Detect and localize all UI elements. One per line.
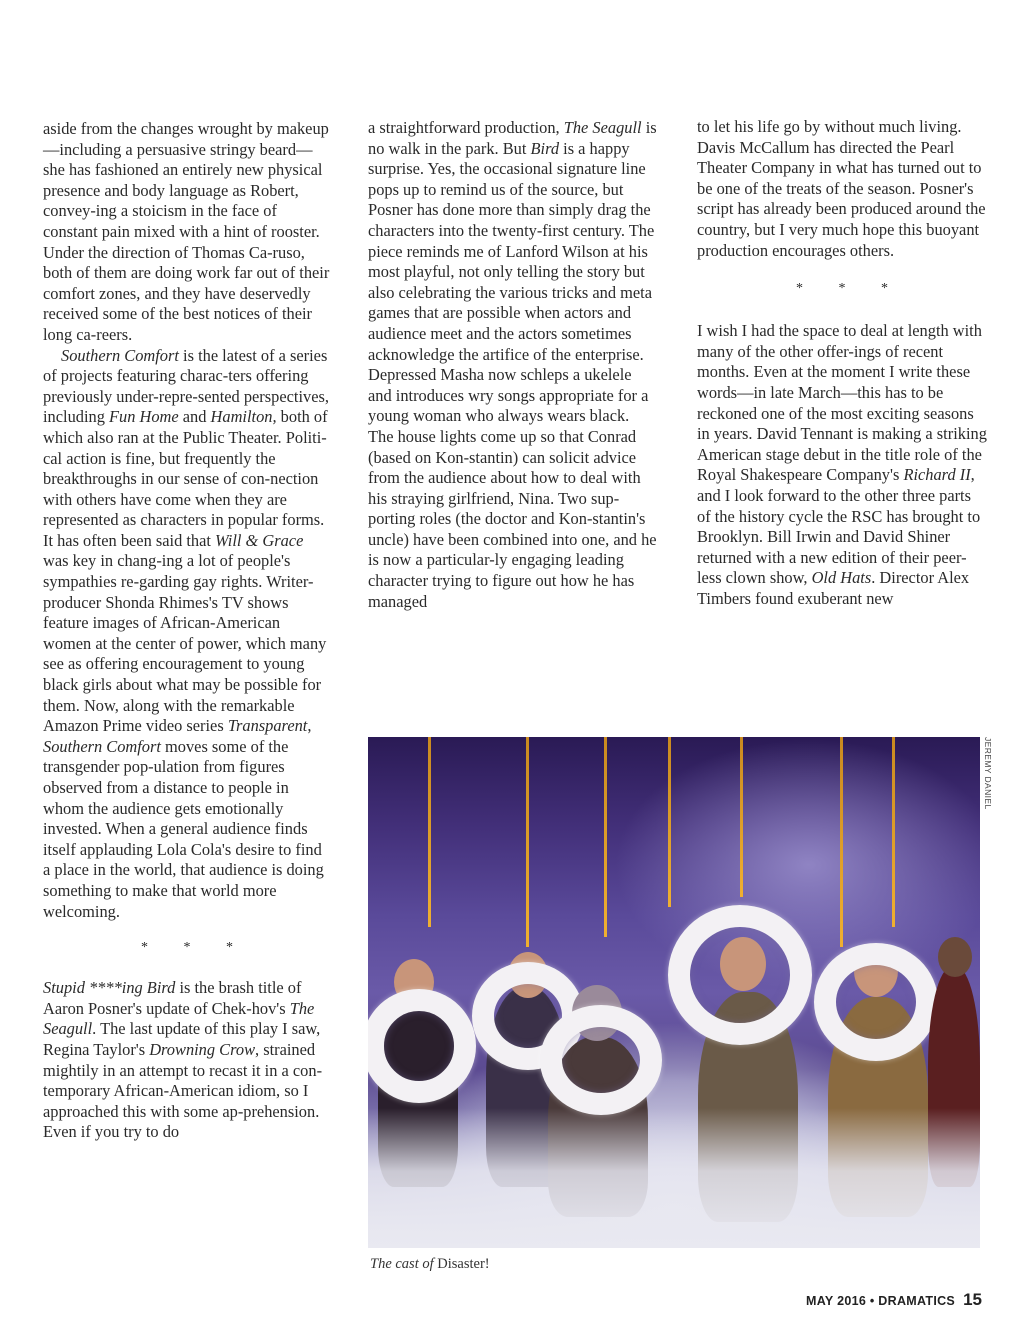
life-ring [368, 989, 476, 1103]
rope [428, 737, 431, 927]
rope [604, 737, 607, 937]
title-italic: Bird [530, 138, 560, 158]
text-run: . The last update of this play I saw, Regina Taylor's [43, 1019, 321, 1059]
text-run: , and I look forward to the other three parts of the history cycle the RSC has brought to Brooklyn. Bill Irwin and David Shiner returned with a new edition of their peer-less clown show, [697, 465, 981, 588]
text-run: and [178, 407, 211, 427]
text-run: a straightforward production, [368, 118, 564, 137]
text-run: . Director Alex Timbers found exuberant new [697, 568, 970, 608]
page-footer [806, 1290, 982, 1310]
text-run: is a happy surprise. Yes, the occasional signature line pops up to remind us of the source, but Posner has done more than simply drag the characters into the twenty-first century. The piece reminds me of Lanford Wilson at his most playful, not only telling the story but also celebrating the various tricks and meta games that are possible when actors and audience meet and the actors sometimes acknowledge the artifice of the enterprise. Depressed Masha now schleps a ukelele and introduces wry songs appropriate for a young woman who always wears black. The house lights come up so that Conrad (based on Kon-stantin) can solicit advice from the audience about how to deal with his straying girlfriend, Nina. Two sup-porting roles (the doctor and Kon-stantin's uncle) have been combined into one, and he is now a particular-ly engaging leading character trying to figure out how he has managed [368, 138, 657, 611]
text-run: is the latest of a series of projects featuring charac-ters offering previously under-repre-sented perspectives, including [43, 345, 329, 427]
title-italic: Richard II [903, 465, 971, 485]
title-italic: Will & Grace [215, 530, 304, 550]
section-break: * * * [796, 281, 904, 297]
rope [526, 737, 529, 947]
title-italic: The Seagull [563, 118, 642, 137]
text-run: , strained mightily in an attempt to recast it in a con-temporary African-American idiom, so I approached this with some ap-prehension. Even if you try to do [43, 1039, 323, 1142]
paragraph [368, 118, 658, 612]
rope [740, 737, 743, 897]
page-number: 15 [963, 1290, 982, 1309]
section-break: * * * [141, 940, 249, 956]
rope [892, 737, 895, 927]
title-italic: Southern Comfort [43, 736, 161, 756]
article-column-2 [368, 118, 658, 612]
life-ring [668, 905, 812, 1045]
paragraph [697, 321, 987, 609]
title-italic: The Seagull [43, 998, 315, 1039]
article-column-3 [697, 117, 987, 609]
production-photo [368, 737, 980, 1248]
issue-label: MAY 2016 • DRAMATICS [806, 1294, 956, 1308]
title-italic: Hamilton, [210, 407, 277, 427]
life-ring [814, 943, 938, 1061]
title-italic: Southern Comfort [61, 345, 179, 365]
paragraph: aside from the changes wrought by makeup—including a persuasive stringy beard—she has fashioned an entirely new physical presence and body language as Robert, convey-ing a stoicism in the face of constant pain mixed with a hint of rooster. Under the direction of Thomas Ca-ruso, both of them are doing work far out of their comfort zones, and they have deservedly received some of the best notices of their long ca-reers. [43, 119, 330, 344]
stage-fog [368, 1108, 980, 1248]
text-run: is the brash title of Aaron Posner's update of Chek-hov's [43, 978, 302, 1018]
rope [668, 737, 671, 907]
rope [840, 737, 843, 947]
photo-caption [370, 1256, 490, 1273]
text-run: both of which also ran at the Public Theater. Politi-cal action is fine, but frequently the breakthroughs in our sense of con-nection with others have come when they are represented as characters in popular forms. It has often been said that [43, 407, 328, 550]
title-italic: Drowning Crow [149, 1039, 256, 1059]
caption-title: Disaster! [437, 1256, 490, 1272]
paragraph [43, 346, 331, 923]
title-italic: Old Hats [811, 568, 872, 588]
title-italic: Transparent [227, 716, 308, 736]
text-run: moves some of the transgender pop-ulation from figures observed from a distance to people in whom the audience gets emotionally invested. When a general audience finds itself applauding Lola Cola's desire to find a place in the world, that audience is doing something to make that world more welcoming. [43, 736, 324, 921]
text-run: I wish I had the space to deal at length with many of the other offer-ings of recent months. Even at the moment I write these words—in late March—this has to be reckoned one of the most exciting seasons in years. David Tennant is making a striking American stage debut in the title role of the Royal Shakespeare Company's [697, 321, 987, 485]
text-run: is no walk in the park. But [368, 118, 657, 158]
article-column-1 [43, 119, 331, 1143]
title-italic: Fun Home [109, 407, 179, 427]
life-ring [540, 1005, 662, 1115]
text-run: , [307, 716, 312, 736]
title-italic: Stupid ****ing Bird [43, 978, 176, 998]
cast-member-head [938, 937, 972, 977]
photo-credit: JEREMY DANIEL [983, 737, 993, 810]
text-run: was key in chang-ing a lot of people's sympathies re-garding gay rights. Writer-producer Shonda Rhimes's TV shows feature images of African-American women at the center of power, which many see as offering encouragement to young black girls about what may be possible for them. Now, along with the remarkable Amazon Prime video series [43, 551, 327, 736]
paragraph [43, 978, 331, 1143]
paragraph: to let his life go by without much living. Davis McCallum has directed the Pearl Theater Company in what has turned out to be one of the treats of the season. Posner's script has already been produced around the country, but I very much hope this buoyant production encourages others. [697, 117, 986, 260]
caption-italic: The cast of [370, 1256, 438, 1272]
